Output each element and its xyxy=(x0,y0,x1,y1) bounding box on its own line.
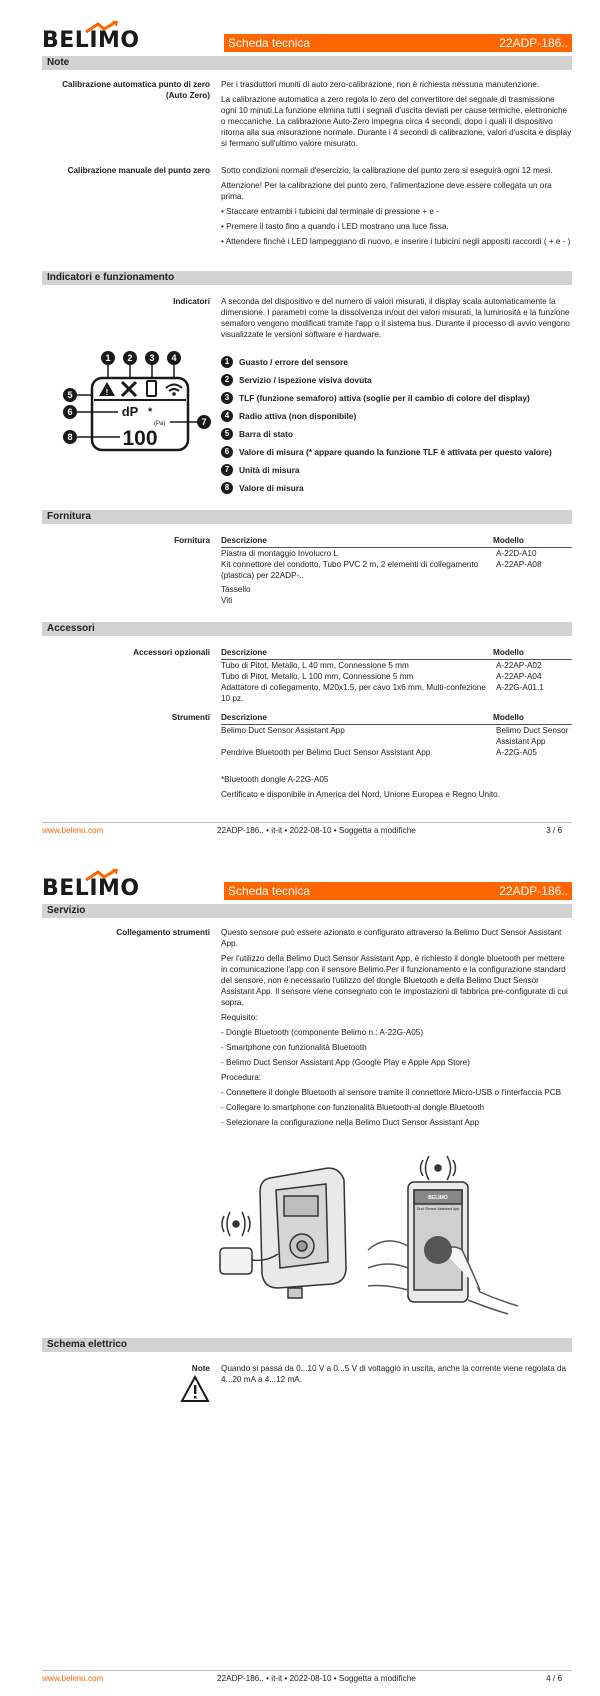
bluetooth-connection-illustration xyxy=(218,1150,572,1320)
logo-arrow-icon xyxy=(84,868,120,882)
table-row: Tubo di Pitot, Metallo, L 100 mm, Connessione 5 mm A-22AP-A04 xyxy=(221,672,542,681)
display-diagram xyxy=(58,348,218,454)
legend-item-6: 6 Valore di misura (* appare quando la funzione TLF è attivata per questo valore) xyxy=(221,446,572,464)
display-value: 100 xyxy=(122,427,158,450)
traffic-light-icon xyxy=(147,381,156,396)
footer-divider xyxy=(42,1670,572,1671)
requirement-3: - Belimo Duct Sensor Assistant App (Google Play e Apple App Store) xyxy=(221,1058,470,1067)
table-row: Adattatore di collegamento, M20x1.5, per cavo 1x6 mm, Multi-confezione 10 pz. A-22G-A01.1 xyxy=(221,683,544,703)
table-row: Viti xyxy=(221,596,233,605)
section-service: Servizio xyxy=(42,904,572,918)
legend-item-4: 4 Radio attiva (non disponibile) xyxy=(221,410,572,428)
phone-brand: BELIMO xyxy=(428,1195,448,1201)
service-label: Collegamento strumenti xyxy=(116,928,210,937)
svg-text:5: 5 xyxy=(67,390,73,400)
section-note: Note xyxy=(42,56,572,70)
supply-table xyxy=(221,535,572,606)
procedure-2: - Collegare lo smartphone con funzionalità Bluetooth-al dongle Bluetooth xyxy=(221,1103,485,1112)
auto-zero-text xyxy=(221,79,572,153)
page-number: 3 / 6 xyxy=(546,826,562,835)
section-accessories: Accessori xyxy=(42,622,572,636)
accessories-table xyxy=(221,647,572,704)
svg-text:1: 1 xyxy=(105,353,111,363)
procedure-1: - Connettere il dongle Bluetooth al sensore tramite il connettore Micro-USB o l'interfaccia PCB xyxy=(221,1088,562,1097)
product-code: 22ADP-186.. xyxy=(499,884,568,898)
belimo-logo: BELIMO xyxy=(42,876,140,901)
display-star: * xyxy=(148,406,153,418)
tools-table xyxy=(221,712,572,758)
indicator-legend xyxy=(221,356,572,500)
indicators-text: A seconda del dispositivo e del numero di valori misurati, il display scala automaticamente la dimensione. I parametri come la dissolvenza in/out dei valori misurati, la luminosità e la funzione semaforo vengono modificati tramite l'app o il sistema bus. Durante il processo di avvio vengono visualizzate le versioni software e hardware. xyxy=(221,297,570,339)
manual-zero-p2: Attenzione! Per la calibrazione del punto zero, l'alimentazione deve essere collegata un ora prima. xyxy=(221,181,552,201)
supply-col-model: Modello xyxy=(493,535,572,548)
title-bar xyxy=(224,882,572,900)
requirement-2: - Smartphone con funzionalità Bluetooth xyxy=(221,1043,367,1052)
footer-link[interactable]: www.belimo.com xyxy=(42,1674,104,1683)
legend-item-5: 5 Barra di stato xyxy=(221,428,572,446)
tools-note-1: *Bluetooth dongle A-22G-A05 xyxy=(221,775,329,784)
section-supply: Fornitura xyxy=(42,510,572,524)
manual-zero-b1: • Staccare entrambi i tubicini dal terminale di pressione + e - xyxy=(221,207,439,216)
footer-divider xyxy=(42,822,572,823)
requirement-1: - Dongle Bluetooth (componente Belimo n.: A-22G-A05) xyxy=(221,1028,424,1037)
table-row: Kit connettore del condotto, Tubo PVC 2 m, 2 elementi di collegamento (plastica) per 22ADP-.. A-22AP-A08 xyxy=(221,560,542,580)
tools-note-2: Certificato e disponibile in America del Nord, Unione Europea e Regno Unito. xyxy=(221,790,500,799)
supply-label: Fornitura xyxy=(174,536,210,545)
table-row: Piastra di montaggio Involucro L A-22D-A10 xyxy=(221,549,537,558)
doc-type: Scheda tecnica xyxy=(228,884,311,898)
title-bar xyxy=(224,34,572,52)
manual-zero-text xyxy=(221,165,572,251)
legend-item-8: 8 Valore di misura xyxy=(221,482,572,500)
page-number: 4 / 6 xyxy=(546,1674,562,1683)
belimo-logo: BELIMO xyxy=(42,28,140,53)
logo-arrow-icon xyxy=(84,20,120,34)
service-text xyxy=(221,927,572,1132)
table-row: Tassello xyxy=(221,585,251,594)
wiring-note-text: Quando si passa da 0...10 V a 0...5 V di voltaggio in uscita, anche la corrente viene regolata da 4...20 mA a 4...12 mA. xyxy=(221,1364,567,1384)
doc-type: Scheda tecnica xyxy=(228,36,311,50)
svg-text:6: 6 xyxy=(67,407,73,417)
page-4 xyxy=(0,848,600,1696)
table-row: Belimo Duct Sensor Assistant App Belimo Duct Sensor Assistant App xyxy=(221,726,569,746)
wiring-note-label: Note xyxy=(191,1364,210,1373)
tools-notes xyxy=(221,774,572,804)
service-p2: Per l'utilizzo della Belimo Duct Sensor Assistant App, è richiesto il dongle bluetooth per mettere in comunicazione l'app con il sensore Belimo.Per il funzionamento e la configurazione standard del sensore, non è necessario l'utilizzo del dongle Bluetooth e della Belimo Duct Sensor Assistant App. Il sensore viene consegnato con le impostazioni di fabbrica pre-configurate di cui sopra. xyxy=(221,954,568,1007)
procedure-3: - Selezionare la configurazione nella Belimo Duct Sensor Assistant App xyxy=(221,1118,480,1127)
svg-text:4: 4 xyxy=(171,353,177,363)
footer-meta: 22ADP-186.. • it-it • 2022-08-10 • Soggetta a modifiche xyxy=(217,826,416,835)
tools-col-model: Modello xyxy=(493,712,572,725)
svg-text:2: 2 xyxy=(127,353,133,363)
svg-text:8: 8 xyxy=(67,432,73,442)
accessories-col-desc: Descrizione xyxy=(221,647,493,660)
section-wiring: Schema elettrico xyxy=(42,1338,572,1352)
auto-zero-p2: La calibrazione automatica a zero regola lo zero del convertitore del segnale di trasmissione ogni 10 minuti.La funzione elimina tutti i segnali d'uscita deviati per cause termiche, elettroniche o meccaniche. La calibrazione Auto-Zero impegna circa 4 secondi, dopo i quali il dispositivo ritorna alla sua misurazione normale. Durante i 4 secondi di calibrazione, valori d'uscita e display si fermano sull'ultimo valore misurato. xyxy=(221,95,572,148)
auto-zero-p1: Per i trasduttori muniti di auto zero-calibrazione, non è richiesta nessuna manutenzione. xyxy=(221,80,540,89)
svg-text:!: ! xyxy=(105,388,109,397)
manual-zero-b2: • Premere il tasto fino a quando i LED mostrano una luce fissa. xyxy=(221,222,449,231)
manual-zero-b3: • Attendere finché i LED lampeggiano di nuovo, e inserire i tubicini negli appositi raccordi ( + e - ) xyxy=(221,237,571,246)
table-row: Tubo di Pitot, Metallo, L 40 mm, Connessione 5 mm A-22AP-A02 xyxy=(221,661,542,670)
accessories-col-model: Modello xyxy=(493,647,572,660)
indicators-label: Indicatori xyxy=(173,297,210,306)
display-unit: (Pa) xyxy=(154,421,166,427)
legend-item-2: 2 Servizio / ispezione visiva dovuta xyxy=(221,374,572,392)
accessories-label: Accessori opzionali xyxy=(133,648,210,657)
tools-label: Strumenti xyxy=(171,713,210,722)
requirements-title: Requisito: xyxy=(221,1013,258,1022)
footer-link[interactable]: www.belimo.com xyxy=(42,826,104,835)
supply-col-desc: Descrizione xyxy=(221,535,493,548)
table-row: Pendrive Bluetooth per Belimo Duct Sensor Assistant App A-22G-A05 xyxy=(221,748,537,757)
section-indicators: Indicatori e funzionamento xyxy=(42,271,572,285)
svg-text:7: 7 xyxy=(201,417,207,427)
legend-item-1: 1 Guasto / errore del sensore xyxy=(221,356,572,374)
manual-zero-p1: Sotto condizioni normali d'esercizio, la calibrazione del punto zero si eseguirà ogni 12 mesi. xyxy=(221,166,553,175)
legend-item-7: 7 Unità di misura xyxy=(221,464,572,482)
footer-meta: 22ADP-186.. • it-it • 2022-08-10 • Soggetta a modifiche xyxy=(217,1674,416,1683)
bluetooth-dongle xyxy=(220,1248,252,1274)
product-code: 22ADP-186.. xyxy=(499,36,568,50)
manual-zero-label: Calibrazione manuale del punto zero xyxy=(67,166,210,175)
tools-icon xyxy=(122,382,136,396)
wifi-icon xyxy=(166,385,182,392)
display-label: dP xyxy=(121,404,139,419)
warning-triangle-icon xyxy=(180,1375,210,1403)
phone-app-name: Duct Sensor Assistant App xyxy=(416,1207,460,1211)
svg-text:3: 3 xyxy=(149,353,155,363)
service-p1: Questo sensore può essere azionato e configurato attraverso la Belimo Duct Sensor Assistant App. xyxy=(221,928,562,948)
procedure-title: Procedura: xyxy=(221,1073,262,1082)
auto-zero-label: Calibrazione automatica punto di zero (Auto Zero) xyxy=(62,80,210,100)
legend-item-3: 3 TLF (funzione semaforo) attiva (soglie per il cambio di colore del display) xyxy=(221,392,572,410)
tools-col-desc: Descrizione xyxy=(221,712,493,725)
